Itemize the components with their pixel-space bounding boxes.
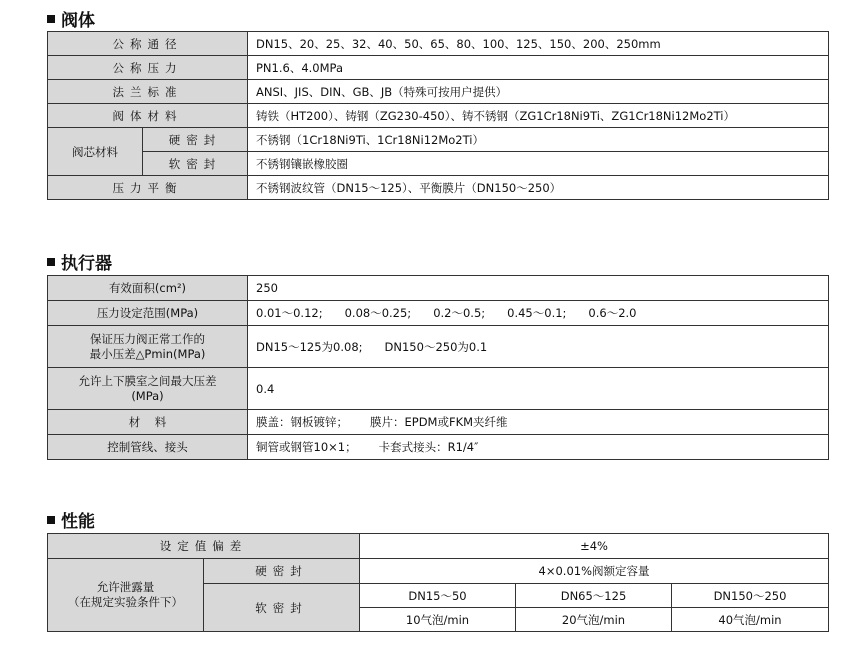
row-label: 法兰标准 <box>48 80 248 104</box>
row-value: 250 <box>248 276 829 301</box>
row-label: 阀芯材料 <box>48 128 143 176</box>
table-row <box>48 176 829 200</box>
row-label <box>48 326 248 368</box>
row-value: 0.4 <box>248 368 829 410</box>
row-value <box>248 435 829 460</box>
row-label: 控制管线、接头 <box>48 435 248 460</box>
row-value: 不锈钢镶嵌橡胶圈 <box>248 152 829 176</box>
row-sublabel: 硬密封 <box>143 128 248 152</box>
row-value: ANSI、JIS、DIN、GB、JB（特殊可按用户提供） <box>248 80 829 104</box>
range-value: 0.45～0.1; <box>507 306 567 320</box>
row-sublabel: 软密封 <box>143 152 248 176</box>
performance-table <box>47 533 829 632</box>
range-value: 0.2～0.5; <box>433 306 486 320</box>
table-row <box>48 435 829 460</box>
row-sublabel: 软密封 <box>204 584 360 632</box>
square-bullet-icon <box>47 258 55 266</box>
table-row <box>48 301 829 326</box>
row-label <box>48 368 248 410</box>
cell-value: 40气泡/min <box>672 608 829 632</box>
row-value: ±4% <box>360 534 829 559</box>
section-title-performance <box>47 507 95 532</box>
table-row <box>48 368 829 410</box>
table-row <box>48 32 829 56</box>
range-value: 0.08～0.25; <box>344 306 412 320</box>
label-line: 允许上下膜室之间最大压差 <box>78 373 217 388</box>
label-line: 保证压力阀正常工作的 <box>90 331 205 346</box>
table-row <box>48 128 829 152</box>
cell-value: 10气泡/min <box>360 608 516 632</box>
row-value: DN15、20、25、32、40、50、65、80、100、125、150、200、250mm <box>248 32 829 56</box>
range-value: 0.01～0.12; <box>256 306 323 320</box>
row-label: 公称通径 <box>48 32 248 56</box>
cell-value: 20气泡/min <box>516 608 672 632</box>
row-label: 压力平衡 <box>48 176 248 200</box>
section-title-valve-body <box>47 6 95 31</box>
row-label: 阀体材料 <box>48 104 248 128</box>
range-value: 0.6～2.0 <box>588 306 637 320</box>
row-value <box>248 326 829 368</box>
table-row <box>48 410 829 435</box>
col-header: DN150～250 <box>672 584 829 608</box>
actuator-table <box>47 275 829 460</box>
row-value: 不锈钢（1Cr18Ni9Ti、1Cr18Ni12Mo2Ti） <box>248 128 829 152</box>
material-value: 膜盖：钢板镀锌； <box>256 415 348 429</box>
col-header: DN15～50 <box>360 584 516 608</box>
row-label <box>48 559 204 632</box>
table-row <box>48 326 829 368</box>
section-title-text: 性能 <box>61 512 95 532</box>
row-label: 设定值偏差 <box>48 534 360 559</box>
table-row <box>48 56 829 80</box>
valve-body-table <box>47 31 829 200</box>
row-value <box>248 301 829 326</box>
material-value: 膜片：EPDM或FKM夹纤维 <box>370 415 508 429</box>
section-title-actuator <box>47 249 112 274</box>
row-label: 材 料 <box>48 410 248 435</box>
row-label: 有效面积(cm²) <box>48 276 248 301</box>
table-row <box>48 80 829 104</box>
row-value: PN1.6、4.0MPa <box>248 56 829 80</box>
row-label: 压力设定范围(MPa) <box>48 301 248 326</box>
label-line: 允许泄露量 <box>96 580 155 594</box>
mindiff-value: DN150～250为0.1 <box>384 339 488 354</box>
row-value: 不锈钢波纹管（DN15～125）、平衡膜片（DN150～250） <box>248 176 829 200</box>
table-row <box>48 152 829 176</box>
row-value: 4×0.01%阀额定容量 <box>360 559 829 584</box>
label-line: (MPa) <box>131 388 164 403</box>
label-line: （在规定实验条件下） <box>68 595 183 609</box>
square-bullet-icon <box>47 15 55 23</box>
section-title-text: 阀体 <box>61 11 95 31</box>
square-bullet-icon <box>47 516 55 524</box>
section-title-text: 执行器 <box>61 254 112 274</box>
row-label: 公称压力 <box>48 56 248 80</box>
row-value: 铸铁（HT200）、铸钢（ZG230-450）、铸不锈钢（ZG1Cr18Ni9Ti、ZG1Cr18Ni12Mo2Ti） <box>248 104 829 128</box>
row-value <box>248 410 829 435</box>
row-sublabel: 硬密封 <box>204 559 360 584</box>
table-row <box>48 104 829 128</box>
mindiff-value: DN15～125为0.08; <box>256 339 363 354</box>
table-row <box>48 276 829 301</box>
label-line: 最小压差△Pmin(MPa) <box>89 346 206 361</box>
table-row <box>48 534 829 559</box>
pipe-value: 卡套式接头：R1/4″ <box>378 440 479 454</box>
col-header: DN65～125 <box>516 584 672 608</box>
pipe-value: 铜管或钢管10×1； <box>256 440 357 454</box>
table-row <box>48 559 829 584</box>
